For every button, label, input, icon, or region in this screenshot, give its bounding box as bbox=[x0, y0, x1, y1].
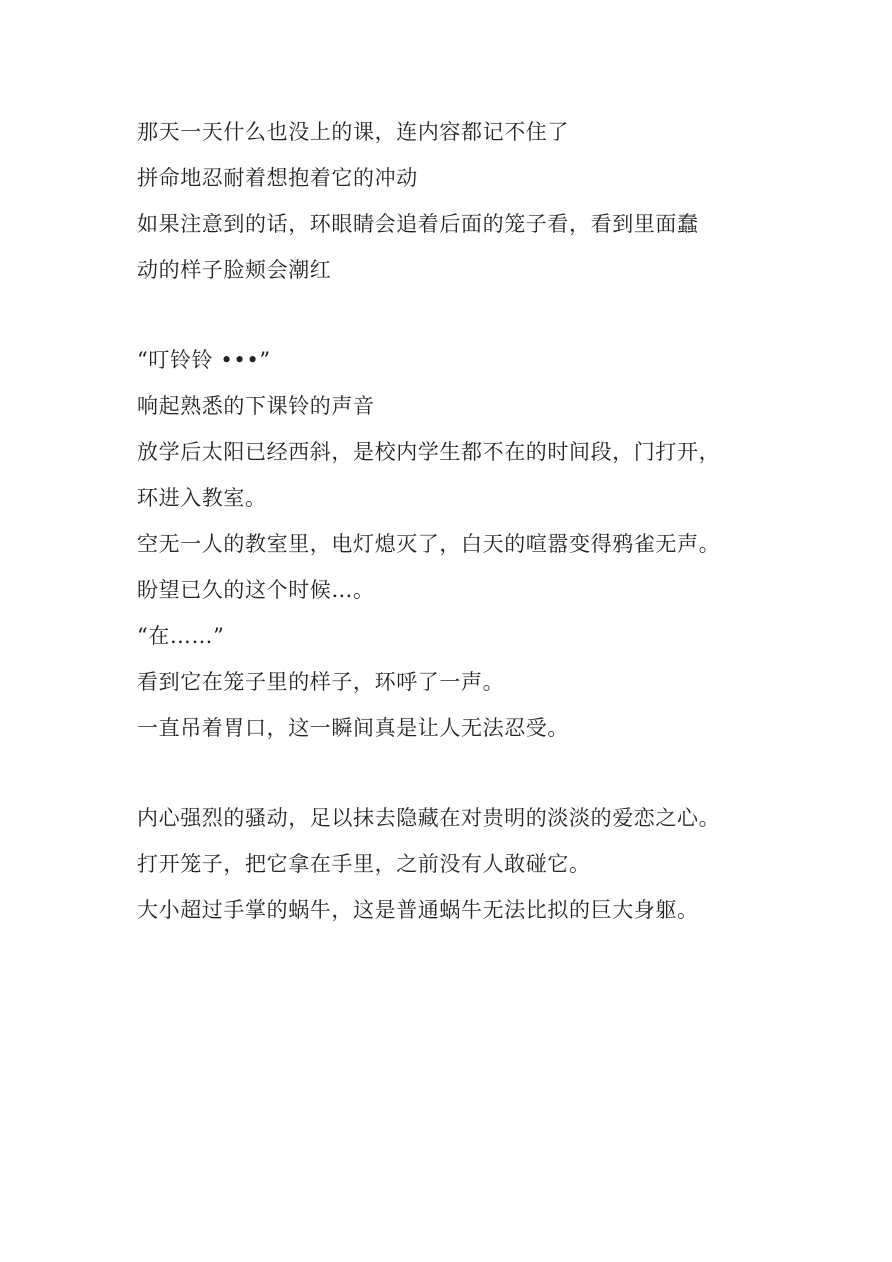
text-line: 放学后太阳已经西斜，是校内学生都不在的时间段，门打开， bbox=[137, 440, 721, 464]
paragraph-2 bbox=[137, 340, 797, 754]
text-line: 动的样子脸颊会潮红 bbox=[137, 258, 332, 282]
text-line: 环进入教室。 bbox=[137, 486, 267, 510]
text-line: 大小超过手掌的蜗牛，这是普通蜗牛无法比拟的巨大身躯。 bbox=[137, 898, 699, 922]
paragraph-spacer bbox=[137, 754, 797, 798]
text-line: 盼望已久的这个时候…。 bbox=[137, 578, 375, 602]
text-line: 内心强烈的骚动，足以抹去隐藏在对贵明的淡淡的爱恋之心。 bbox=[137, 806, 721, 830]
text-line: 响起熟悉的下课铃的声音 bbox=[137, 394, 375, 418]
text-line: 那天一天什么也没上的课，连内容都记不住了 bbox=[137, 120, 569, 144]
text-line: 拼命地忍耐着想抱着它的冲动 bbox=[137, 166, 418, 190]
paragraph-3 bbox=[137, 798, 797, 936]
text-line: “在……” bbox=[137, 624, 225, 648]
text-line: 空无一人的教室里，电灯熄灭了，白天的喧嚣变得鸦雀无声。 bbox=[137, 532, 721, 556]
text-line: 一直吊着胃口，这一瞬间真是让人无法忍受。 bbox=[137, 716, 569, 740]
text-line: 打开笼子，把它拿在手里，之前没有人敢碰它。 bbox=[137, 852, 591, 876]
text-line: 看到它在笼子里的样子，环呼了一声。 bbox=[137, 670, 505, 694]
text-line: “叮铃铃 •••” bbox=[137, 348, 271, 372]
text-line: 如果注意到的话，环眼睛会追着后面的笼子看，看到里面蠢 bbox=[137, 212, 699, 236]
paragraph-1 bbox=[137, 112, 797, 296]
paragraph-spacer bbox=[137, 296, 797, 340]
document-body bbox=[137, 112, 797, 936]
